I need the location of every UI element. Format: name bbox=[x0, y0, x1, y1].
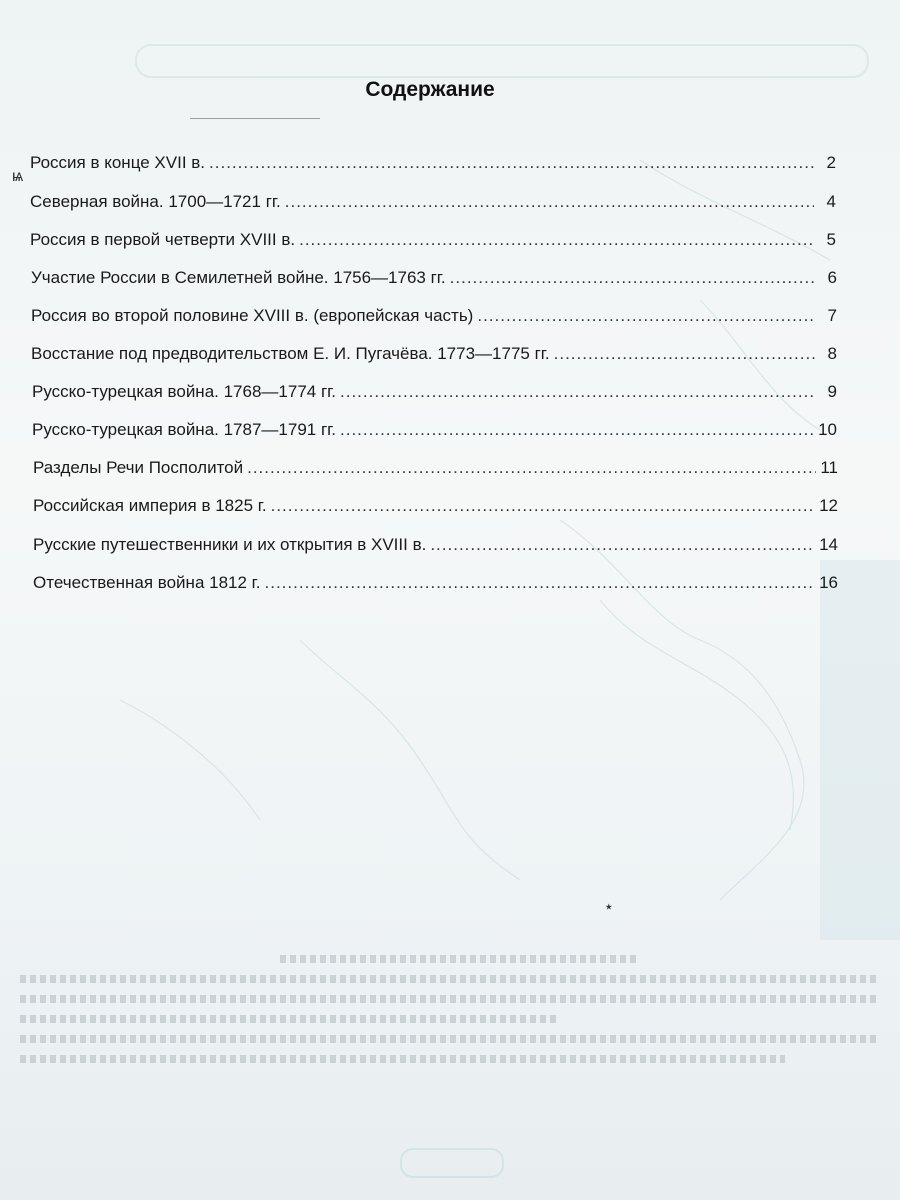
toc-entry[interactable] bbox=[33, 570, 838, 596]
toc-entry-title: Россия во второй половине XVIII в. (европейская часть) bbox=[31, 306, 474, 325]
toc-entry-page: 4 bbox=[826, 192, 836, 211]
toc-leader-dots bbox=[299, 227, 814, 253]
faint-page-number-oval bbox=[400, 1148, 504, 1178]
toc-entry[interactable] bbox=[31, 341, 837, 367]
toc-entry-page: 16 bbox=[819, 573, 838, 592]
toc-entry-page: 9 bbox=[827, 382, 837, 401]
toc-entry-title: Русско-турецкая война. 1768—1774 гг. bbox=[32, 382, 337, 401]
toc-entry[interactable] bbox=[33, 493, 838, 519]
toc-entry[interactable] bbox=[33, 532, 838, 558]
toc-leader-dots bbox=[554, 341, 815, 367]
ink-speck: ٭ bbox=[605, 898, 613, 914]
toc-entry-page: 7 bbox=[827, 306, 837, 325]
toc-entry-title: Разделы Речи Посполитой bbox=[33, 458, 244, 477]
toc-entry-title: Северная война. 1700—1721 гг. bbox=[30, 192, 281, 211]
toc-leader-dots bbox=[265, 570, 816, 596]
toc-leader-dots bbox=[340, 417, 814, 443]
toc-entry-page: 5 bbox=[826, 230, 836, 249]
toc-leader-dots bbox=[271, 493, 815, 519]
toc-entry[interactable] bbox=[30, 227, 836, 253]
toc-entry-title: Отечественная война 1812 г. bbox=[33, 573, 261, 592]
title-decoration-line bbox=[190, 118, 320, 119]
toc-entry[interactable] bbox=[31, 303, 837, 329]
toc-entry-page: 12 bbox=[819, 496, 838, 515]
toc-leader-dots bbox=[450, 265, 815, 291]
toc-entry-title: Русские путешественники и их открытия в XVIII в. bbox=[33, 535, 427, 554]
toc-entry[interactable] bbox=[30, 189, 836, 215]
toc-entry-title: Россия в конце XVII в. bbox=[30, 153, 206, 172]
toc-entry-page: 11 bbox=[820, 458, 838, 477]
toc-entry-page: 6 bbox=[827, 268, 837, 287]
toc-entry-title: Россия в первой четверти XVIII в. bbox=[30, 230, 296, 249]
faint-header-banner bbox=[135, 44, 869, 78]
toc-entry-page: 14 bbox=[819, 535, 838, 554]
faint-bleedthrough-text bbox=[0, 945, 900, 1105]
toc-entry[interactable] bbox=[33, 455, 838, 481]
toc-entry-title: Русско-турецкая война. 1787—1791 гг. bbox=[32, 420, 337, 439]
toc-entry[interactable] bbox=[32, 417, 837, 443]
toc-entry-page: 10 bbox=[818, 420, 837, 439]
toc-leader-dots bbox=[477, 303, 815, 329]
toc-leader-dots bbox=[285, 189, 814, 215]
toc-entry-page: 2 bbox=[826, 153, 836, 172]
toc-entry-title: Российская империя в 1825 г. bbox=[33, 496, 267, 515]
toc-entry-title: Участие России в Семилетней войне. 1756—1763 гг. bbox=[31, 268, 446, 287]
toc-leader-dots bbox=[209, 150, 814, 176]
toc-entry-page: 8 bbox=[827, 344, 837, 363]
toc-leader-dots bbox=[340, 379, 815, 405]
toc-entry[interactable] bbox=[32, 379, 837, 405]
toc-leader-dots bbox=[430, 532, 815, 558]
toc-entry[interactable] bbox=[31, 265, 837, 291]
toc-entry[interactable] bbox=[30, 150, 836, 176]
toc-entry-title: Восстание под предводительством Е. И. Пугачёва. 1773—1775 гг. bbox=[31, 344, 550, 363]
pencil-mark: ѩ bbox=[12, 168, 24, 185]
toc-leader-dots bbox=[247, 455, 816, 481]
page-title: Содержание bbox=[365, 78, 495, 101]
